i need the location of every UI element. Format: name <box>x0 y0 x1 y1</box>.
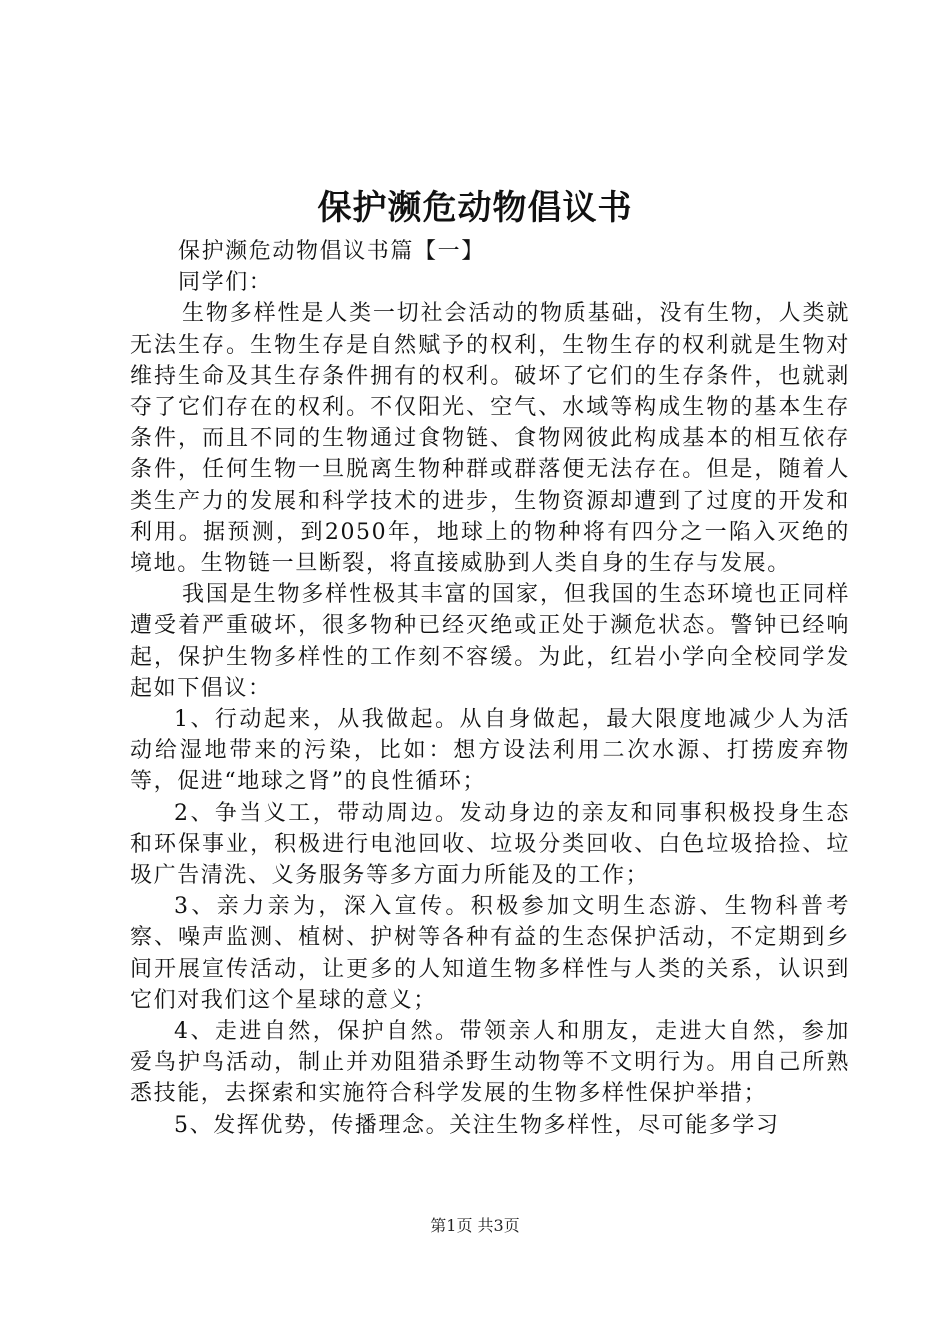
paragraph-china: 我国是生物多样性极其丰富的国家，但我国的生态环境也正同样遭受着严重破坏，很多物种已经灭绝或正处于濒危状态。警钟已经响起，保护生物多样性的工作刻不容缓。为此，红岩小学向全校同学发起如下倡议： <box>130 582 850 701</box>
proposal-item-2: 2、争当义工，带动周边。发动身边的亲友和同事积极投身生态和环保事业，积极进行电池回收、垃圾分类回收、白色垃圾拾捡、垃圾广告清洗、义务服务等多方面力所能及的工作； <box>130 800 850 889</box>
proposal-item-4: 4、走进自然，保护自然。带领亲人和朋友，走进大自然，参加爱鸟护鸟活动，制止并劝阻猎杀野生动物等不文明行为。用自己所熟悉技能，去探索和实施符合科学发展的生物多样性保护举措； <box>130 1019 850 1107</box>
section-heading: 保护濒危动物倡议书篇【一】 <box>178 239 485 264</box>
page-footer: 第1页 共3页 <box>430 1216 520 1235</box>
document-body <box>130 236 850 1141</box>
paragraph-biodiversity: 生物多样性是人类一切社会活动的物质基础，没有生物，人类就无法生存。生物生存是自然赋予的权利，生物生存的权利就是生物对维持生命及其生存条件拥有的权利。破坏了它们的生存条件，也就剥夺了它们存在的权利。不仅阳光、空气、水域等构成生物的基本生存条件，而且不同的生物通过食物链、食物网彼此构成基本的相互依存条件，任何生物一旦脱离生物种群或群落便无法存在。但是，随着人类生产力的发展和科学技术的进步，生物资源却遭到了过度的开发和利用。据预测，到2050年，地球上的物种将有四分之一陷入灭绝的境地。生物链一旦断裂，将直接威胁到人类自身的生存与发展。 <box>130 301 850 577</box>
salutation: 同学们： <box>178 270 273 296</box>
proposal-item-3: 3、亲力亲为，深入宣传。积极参加文明生态游、生物科普考察、噪声监测、植树、护树等各种有益的生态保护活动，不定期到乡间开展宣传活动，让更多的人知道生物多样性与人类的关系，认识到它们对我们这个星球的意义； <box>130 894 850 1013</box>
proposal-item-5: 5、发挥优势，传播理念。关注生物多样性，尽可能多学习 <box>174 1112 780 1138</box>
proposal-item-1: 1、行动起来，从我做起。从自身做起，最大限度地减少人为活动给湿地带来的污染，比如：想方设法利用二次水源、打捞废弃物等，促进“地球之肾”的良性循环； <box>130 707 850 795</box>
document-title: 保护濒危动物倡议书 <box>317 188 633 228</box>
